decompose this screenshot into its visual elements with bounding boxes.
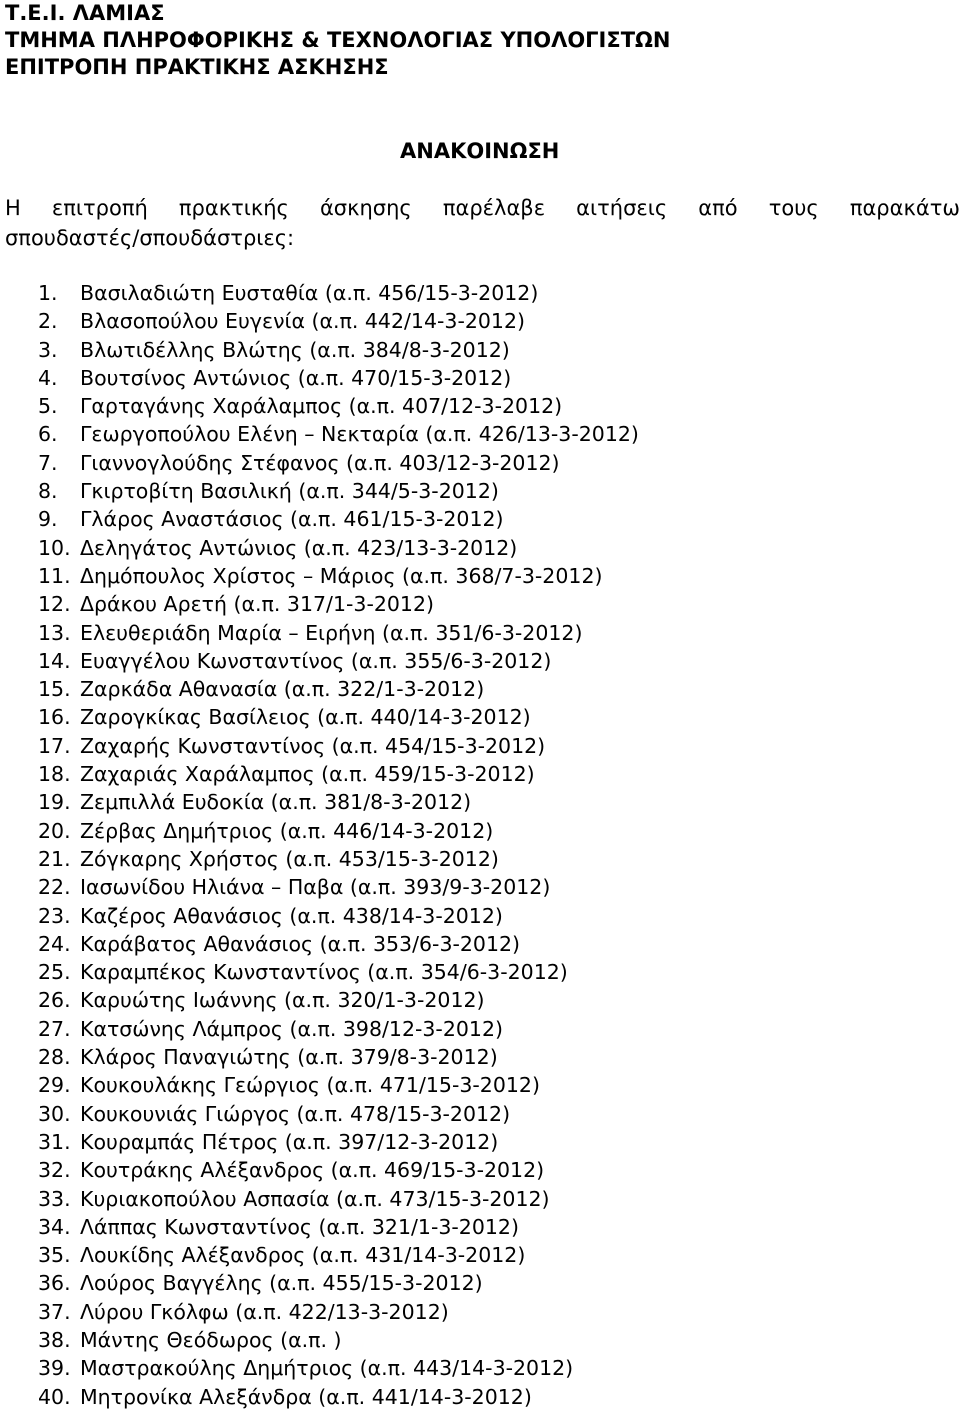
item-number: 2.	[38, 309, 58, 334]
item-text: Βουτσίνος Αντώνιος (α.π. 470/15-3-2012)	[80, 365, 512, 390]
item-text: Γεωργοπούλου Ελένη – Νεκταρία (α.π. 426/13-3-2012)	[80, 422, 639, 447]
item-text: Ελευθεριάδη Μαρία – Ειρήνη (α.π. 351/6-3-2012)	[80, 620, 583, 645]
item-text: Κλάρος Παναγιώτης (α.π. 379/8-3-2012)	[80, 1045, 498, 1070]
item-text: Μητρονίκα Αλεξάνδρα (α.π. 441/14-3-2012)	[80, 1384, 532, 1409]
document-header	[5, 0, 955, 81]
item-number: 7.	[38, 450, 58, 475]
item-number: 29.	[38, 1073, 71, 1098]
item-number: 11.	[38, 563, 71, 588]
intro-word: επιτροπή	[51, 196, 148, 220]
item-text: Ζαχαριάς Χαράλαμπος (α.π. 459/15-3-2012)	[80, 762, 535, 787]
item-number: 1.	[38, 281, 58, 305]
intro-line-1	[5, 193, 960, 223]
item-text: Γαρταγάνης Χαράλαμπος (α.π. 407/12-3-2012)	[80, 394, 563, 419]
item-number: 36.	[38, 1271, 71, 1296]
intro-paragraph	[5, 193, 960, 253]
item-text: Καρυώτης Ιωάννης (α.π. 320/1-3-2012)	[80, 988, 485, 1013]
item-text: Ιασωνίδου Ηλιάνα – Παβα (α.π. 393/9-3-2012)	[80, 875, 551, 900]
item-text: Λουκίδης Αλέξανδρος (α.π. 431/14-3-2012)	[80, 1243, 526, 1268]
item-number: 38.	[38, 1327, 71, 1352]
intro-line-2: σπουδαστές/σπουδάστριες:	[5, 226, 295, 250]
announcement-title: ΑΝΑΚΟΙΝΩΣΗ	[400, 139, 560, 163]
department-name: ΤΜΗΜΑ ΠΛΗΡΟΦΟΡΙΚΗΣ & ΤΕΧΝΟΛΟΓΙΑΣ ΥΠΟΛΟΓΙΣΤΩΝ	[5, 28, 671, 52]
item-text: Βλωτιδέλλης Βλώτης (α.π. 384/8-3-2012)	[80, 337, 510, 362]
item-number: 40.	[38, 1384, 71, 1409]
item-text: Δράκου Αρετή (α.π. 317/1-3-2012)	[80, 592, 435, 617]
item-number: 39.	[38, 1356, 71, 1381]
item-text: Βασιλαδιώτη Ευσταθία (α.π. 456/15-3-2012)	[80, 281, 539, 305]
item-text: Δημόπουλος Χρίστος – Μάριος (α.π. 368/7-3-2012)	[80, 563, 603, 588]
committee-name: ΕΠΙΤΡΟΠΗ ΠΡΑΚΤΙΚΗΣ ΑΣΚΗΣΗΣ	[5, 55, 389, 79]
item-number: 21.	[38, 846, 71, 871]
item-number: 16.	[38, 705, 71, 730]
item-number: 24.	[38, 931, 71, 956]
item-number: 18.	[38, 762, 71, 787]
item-number: 34.	[38, 1214, 71, 1239]
item-text: Κουκουλάκης Γεώργιος (α.π. 471/15-3-2012)	[80, 1073, 540, 1098]
item-text: Κουραμπάς Πέτρος (α.π. 397/12-3-2012)	[80, 1129, 499, 1154]
item-text: Καζέρος Αθανάσιος (α.π. 438/14-3-2012)	[80, 903, 503, 928]
item-text: Λούρος Βαγγέλης (α.π. 455/15-3-2012)	[80, 1271, 483, 1296]
intro-word: άσκησης	[319, 196, 412, 220]
item-text: Ζαρογκίκας Βασίλειος (α.π. 440/14-3-2012)	[80, 705, 531, 730]
item-text: Ζεμπιλλά Ευδοκία (α.π. 381/8-3-2012)	[80, 790, 472, 815]
intro-word: από	[698, 196, 738, 220]
intro-word: παρακάτω	[849, 196, 960, 220]
item-number: 13.	[38, 620, 71, 645]
intro-word: Η	[5, 196, 21, 220]
item-text: Ζόγκαρης Χρήστος (α.π. 453/15-3-2012)	[80, 846, 499, 871]
item-number: 4.	[38, 365, 58, 390]
item-text: Κουκουνιάς Γιώργος (α.π. 478/15-3-2012)	[80, 1101, 511, 1126]
item-text: Γκιρτοβίτη Βασιλική (α.π. 344/5-3-2012)	[80, 479, 499, 504]
item-number: 17.	[38, 733, 71, 758]
item-text: Κατσώνης Λάμπρος (α.π. 398/12-3-2012)	[80, 1016, 504, 1041]
item-number: 3.	[38, 337, 58, 362]
item-number: 10.	[38, 535, 71, 560]
item-text: Μάντης Θεόδωρος (α.π. )	[80, 1327, 342, 1352]
item-number: 35.	[38, 1243, 71, 1268]
item-text: Καράβατος Αθανάσιος (α.π. 353/6-3-2012)	[80, 931, 521, 956]
item-number: 15.	[38, 677, 71, 702]
item-text: Κυριακοπούλου Ασπασία (α.π. 473/15-3-2012)	[80, 1186, 550, 1211]
item-number: 20.	[38, 818, 71, 843]
item-text: Κουτράκης Αλέξανδρος (α.π. 469/15-3-2012)	[80, 1158, 545, 1183]
item-number: 12.	[38, 592, 71, 617]
item-number: 23.	[38, 903, 71, 928]
item-number: 31.	[38, 1129, 71, 1154]
item-number: 9.	[38, 507, 58, 532]
intro-word: παρέλαβε	[442, 196, 546, 220]
item-number: 19.	[38, 790, 71, 815]
intro-word: πρακτικής	[178, 196, 289, 220]
item-text: Λάππας Κωνσταντίνος (α.π. 321/1-3-2012)	[80, 1214, 519, 1239]
item-number: 37.	[38, 1299, 71, 1324]
item-number: 5.	[38, 394, 58, 419]
item-text: Βλασοπούλου Ευγενία (α.π. 442/14-3-2012)	[80, 309, 526, 334]
item-number: 27.	[38, 1016, 71, 1041]
item-number: 30.	[38, 1101, 71, 1126]
item-text: Δεληγάτος Αντώνιος (α.π. 423/13-3-2012)	[80, 535, 518, 560]
item-number: 32.	[38, 1158, 71, 1183]
intro-word: τους	[768, 196, 819, 220]
item-number: 8.	[38, 479, 58, 504]
item-text: Γλάρος Αναστάσιος (α.π. 461/15-3-2012)	[80, 507, 504, 532]
item-text: Ζαχαρής Κωνσταντίνος (α.π. 454/15-3-2012)	[80, 733, 546, 758]
item-number: 26.	[38, 988, 71, 1013]
item-text: Γιαννογλούδης Στέφανος (α.π. 403/12-3-2012)	[80, 450, 560, 475]
item-text: Μαστρακούλης Δημήτριος (α.π. 443/14-3-2012)	[80, 1356, 574, 1381]
item-number: 6.	[38, 422, 58, 447]
item-text: Ζαρκάδα Αθανασία (α.π. 322/1-3-2012)	[80, 677, 485, 702]
item-number: 28.	[38, 1045, 71, 1070]
item-text: Καραμπέκος Κωνσταντίνος (α.π. 354/6-3-2012)	[80, 960, 568, 985]
item-text: Ευαγγέλου Κωνσταντίνος (α.π. 355/6-3-2012)	[80, 648, 552, 673]
item-number: 14.	[38, 648, 71, 673]
item-text: Λύρου Γκόλφω (α.π. 422/13-3-2012)	[80, 1299, 449, 1324]
intro-word: αιτήσεις	[576, 196, 668, 220]
item-number: 22.	[38, 875, 71, 900]
item-number: 25.	[38, 960, 71, 985]
item-number: 33.	[38, 1186, 71, 1211]
institution-name: Τ.Ε.Ι. ΛΑΜΙΑΣ	[5, 1, 165, 25]
item-text: Ζέρβας Δημήτριος (α.π. 446/14-3-2012)	[80, 818, 494, 843]
